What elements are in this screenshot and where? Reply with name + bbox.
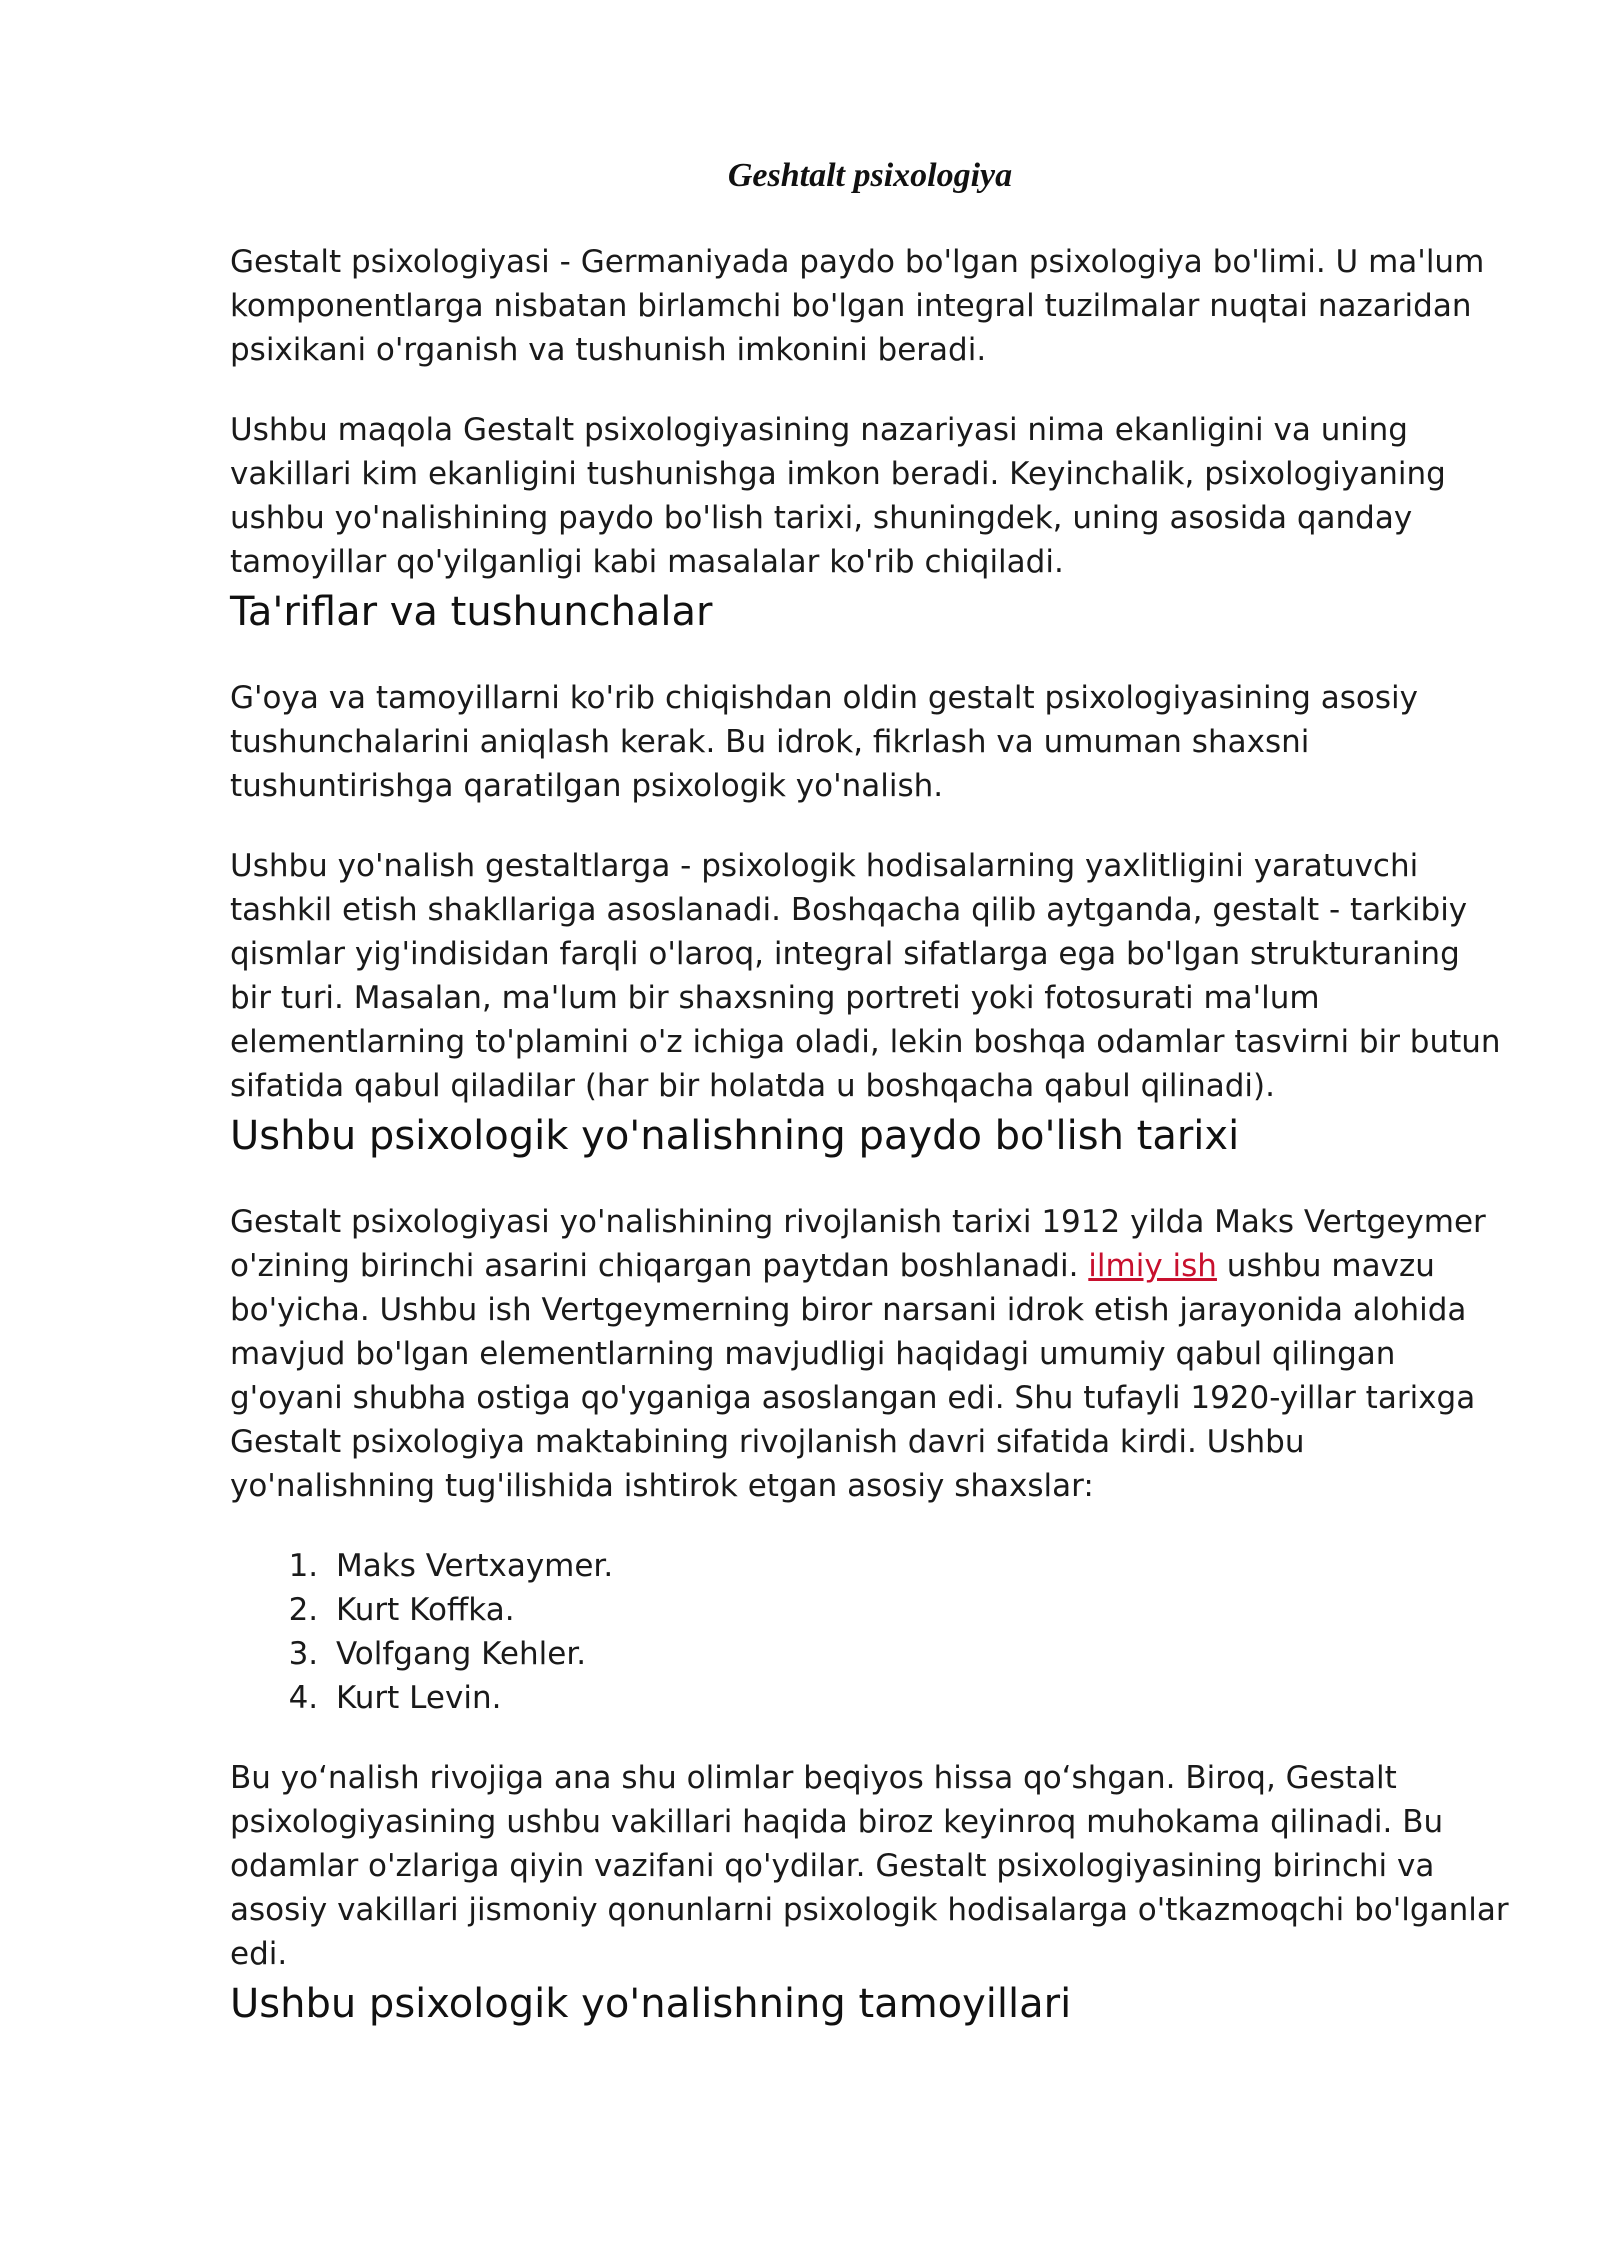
heading-principles: Ushbu psixologik yo'nalishning tamoyillari — [230, 1981, 1072, 2027]
list-item: 4. Kurt Levin. — [328, 1676, 1510, 1720]
list-item: 3. Volfgang Kehler. — [328, 1632, 1510, 1676]
paragraph-definitions: G'oya va tamoyillarni ko'rib chiqishdan oldin gestalt psixologiyasining asosiy tushunchalarini aniqlash kerak. Bu idrok, fikrlash va umuman shaxsni tushuntirishga qaratilgan psixologik yo'nalish. — [230, 680, 1418, 804]
paragraph-contributors: Bu yo‘nalish rivojiga ana shu olimlar beqiyos hissa qo‘shgan. Biroq, Gestalt psixologiyasining ushbu vakillari haqida biroz keyinroq muhokama qilinadi. Bu odamlar o'zlariga qiyin vazifani qo'ydilar. Gestalt psixologiyasining birinchi va asosiy vakillari jismoniy qonunlarni psixologik hodisalarga o'tkazmoqchi bo'lganlar edi. — [230, 1760, 1509, 1972]
paragraph-gestalt-structure: Ushbu yo'nalish gestaltlarga - psixologik hodisalarning yaxlitligini yaratuvchi tashkil etish shakllariga asoslanadi. Boshqacha qilib aytganda, gestalt - tarkibiy qismlar yig'indisidan farqli o'laroq, integral sifatlarga ega bo'lgan strukturaning bir turi. Masalan, ma'lum bir shaxsning portreti yoki fotosurati ma'lum elementlarning to'plamini o'z ichiga oladi, lekin boshqa odamlar tasvirni bir butun sifatida qabul qiladilar (har bir holatda u boshqacha qabul qilinadi). — [230, 848, 1501, 1104]
paragraph-intro: Gestalt psixologiyasi - Germaniyada paydo bo'lgan psixologiya bo'limi. U ma'lum komponentlarga nisbatan birlamchi bo'lgan integral tuzilmalar nuqtai nazaridan psixikani o'rganish va tushunish imkonini beradi. — [230, 244, 1485, 368]
founders-list — [230, 1544, 1510, 1720]
list-item: 2. Kurt Koffka. — [328, 1588, 1510, 1632]
scientific-work-link[interactable]: ilmiy ish — [1088, 1248, 1217, 1284]
heading-history: Ushbu psixologik yo'nalishning paydo bo'lish tarixi — [230, 1113, 1240, 1159]
paragraph-history — [230, 1200, 1510, 1508]
list-item: 1. Maks Vertxaymer. — [328, 1544, 1510, 1588]
history-text-before: Gestalt psixologiyasi yo'nalishining rivojlanish tarixi 1912 yilda Maks Vertgeymer o'zining birinchi asarini chiqargan paytdan boshlanadi. — [230, 1204, 1486, 1284]
document-title: Geshtalt psixologiya — [727, 157, 1013, 194]
history-text-after: ushbu mavzu bo'yicha. Ushbu ish Vertgeymerning biror narsani idrok etish jarayonida alohida mavjud bo'lgan elementlarning mavjudligi haqidagi umumiy qabul qilingan g'oyani shubha ostiga qo'yganiga asoslangan edi. Shu tufayli 1920-yillar tarixga Gestalt psixologiya maktabining rivojlanish davri sifatida kirdi. Ushbu yo'nalishning tug'ilishida ishtirok etgan asosiy shaxslar: — [230, 1248, 1476, 1504]
document-body — [230, 150, 1510, 2068]
paragraph-article-overview: Ushbu maqola Gestalt psixologiyasining nazariyasi nima ekanligini va uning vakillari kim ekanligini tushunishga imkon beradi. Keyinchalik, psixologiyaning ushbu yo'nalishining paydo bo'lish tarixi, shuningdek, uning asosida qanday tamoyillar qo'yilganligi kabi masalalar ko'rib chiqiladi. — [230, 412, 1446, 580]
heading-definitions: Ta'riflar va tushunchalar — [230, 589, 713, 635]
